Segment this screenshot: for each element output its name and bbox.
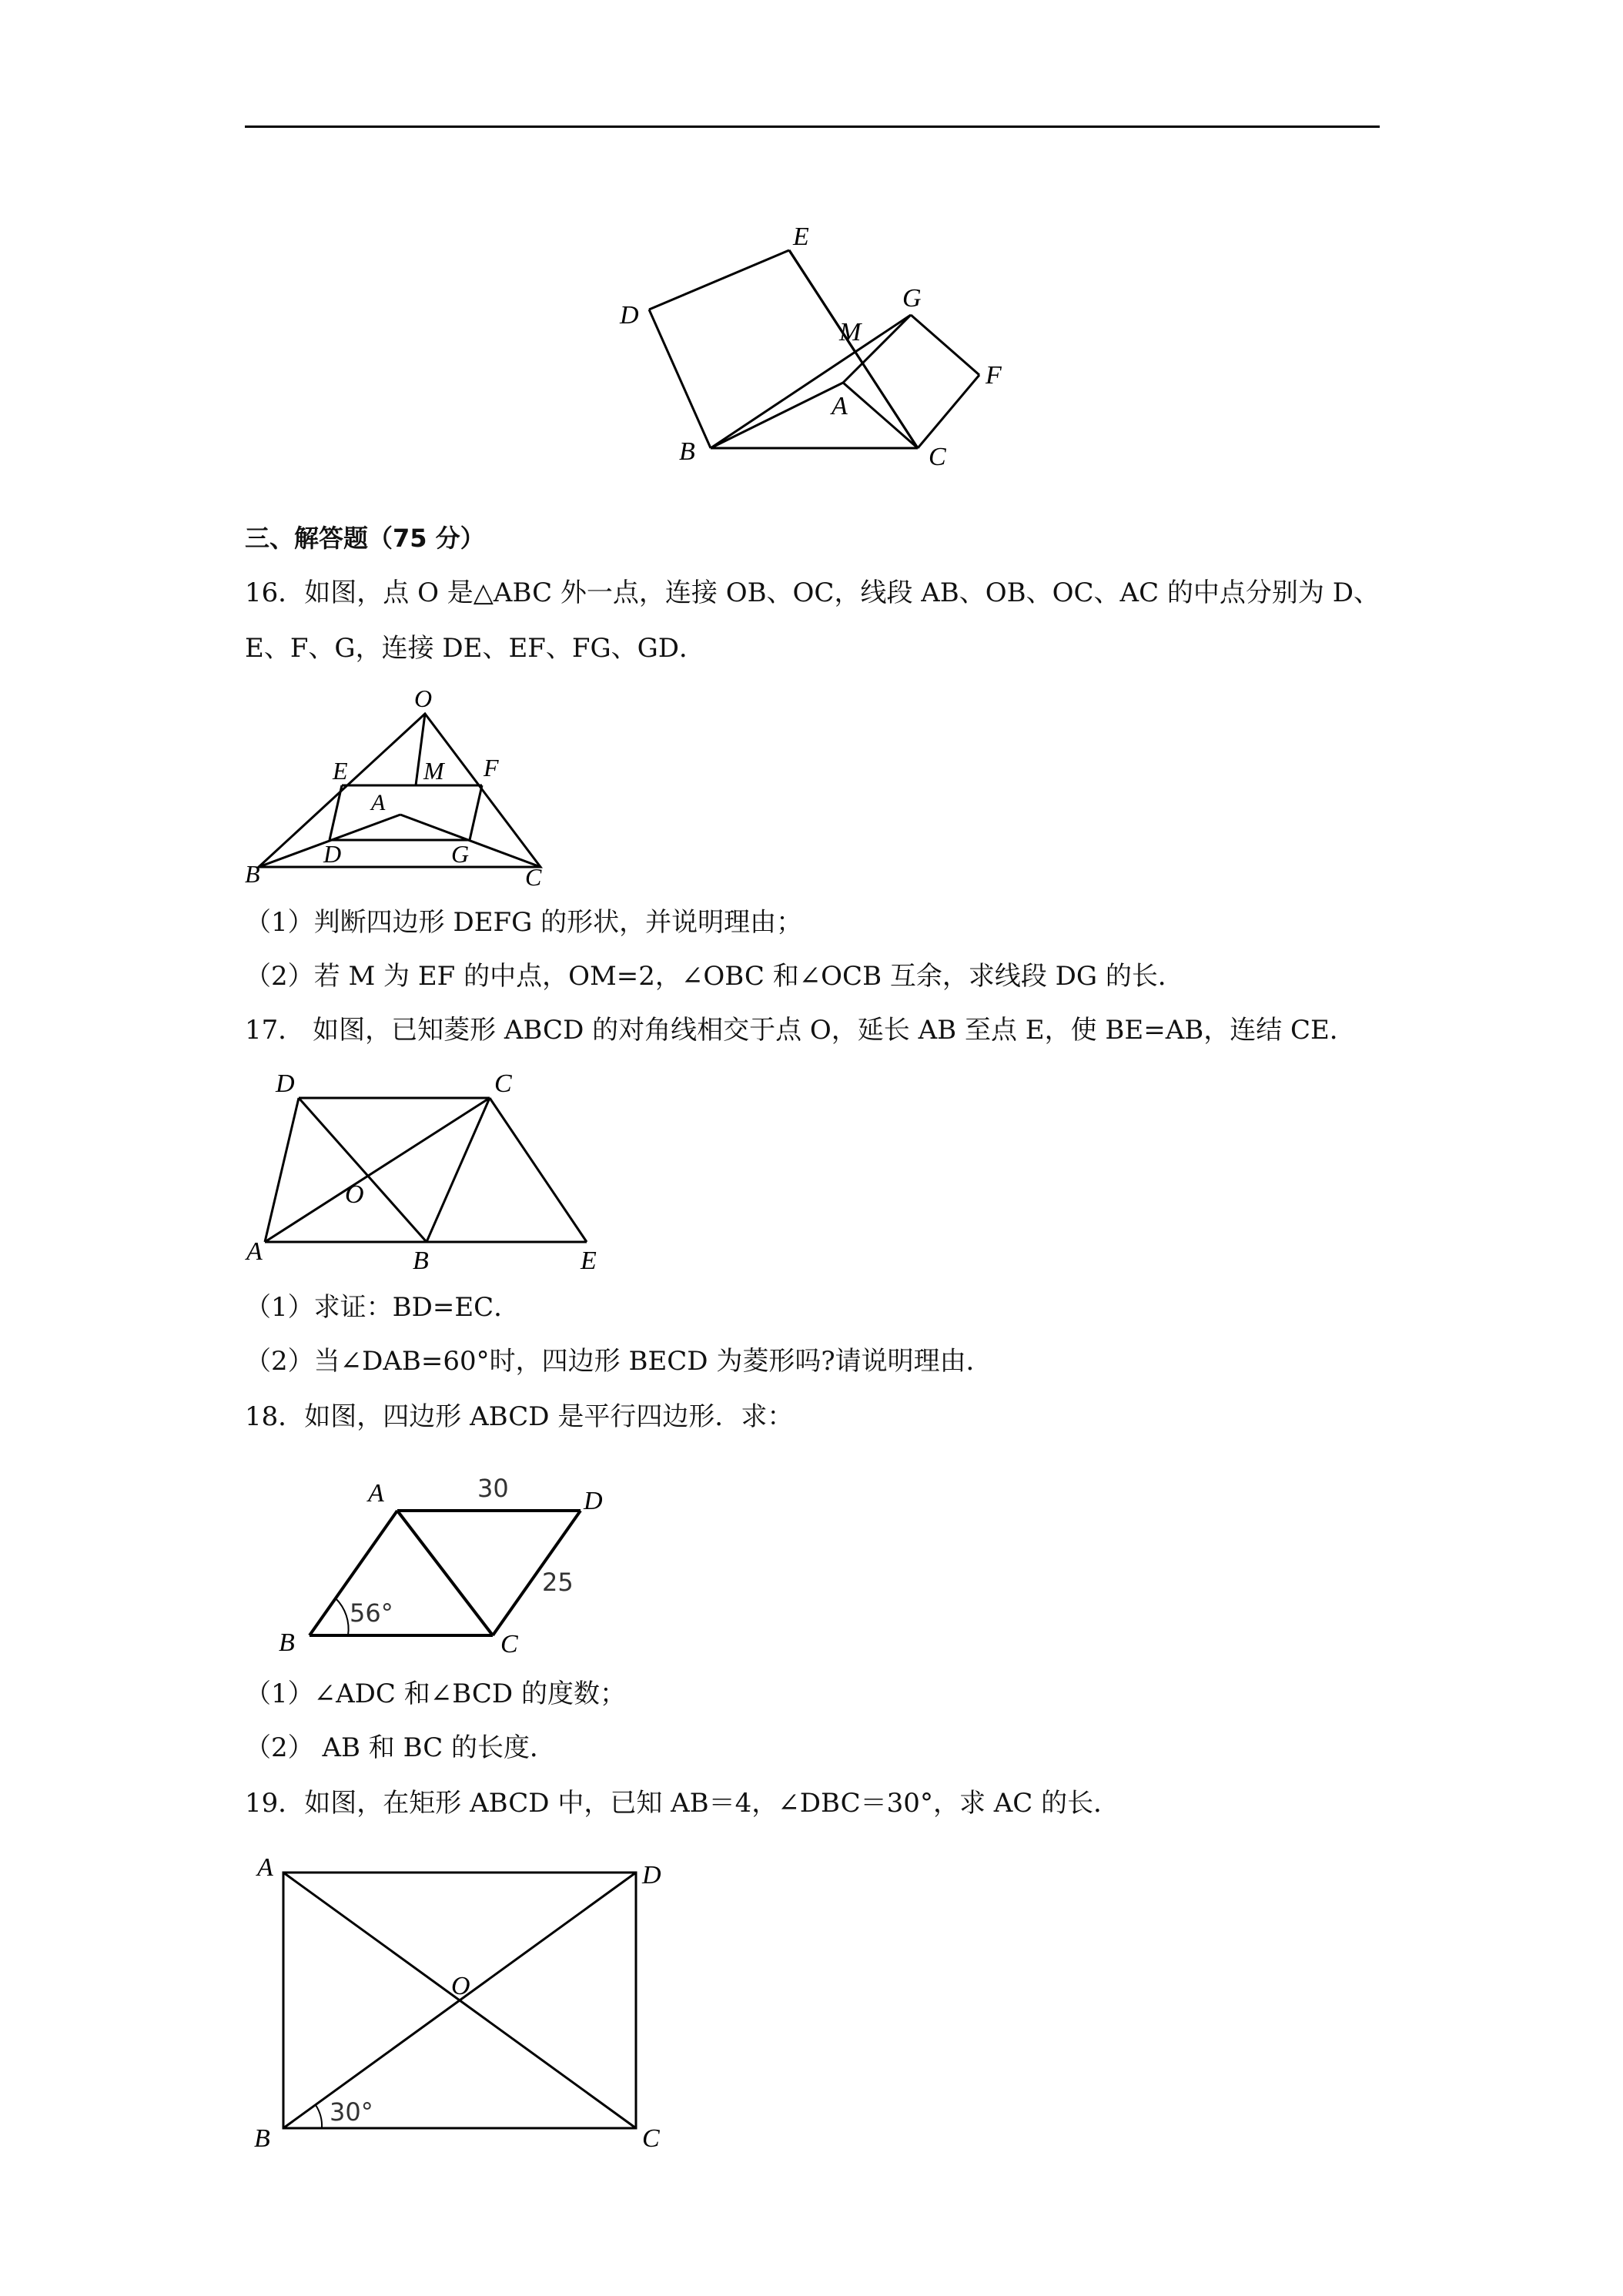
- label-F: F: [484, 754, 499, 782]
- q16-line2: E、F、G，连接 DE、EF、FG、GD．: [245, 633, 706, 664]
- figure-q16: [245, 681, 568, 889]
- section-3-title: 三、解答题（75 分）: [245, 524, 485, 553]
- label-ad-length: 30: [477, 1474, 509, 1503]
- label-D: D: [642, 1861, 661, 1889]
- segment-FG: [470, 785, 482, 840]
- label-A: A: [368, 1479, 384, 1508]
- segment-ED: [330, 785, 342, 840]
- label-cd-length: 25: [542, 1568, 574, 1597]
- figure-q15: [601, 208, 1032, 477]
- q17-sub2: （2）当∠DAB=60°时，四边形 BECD 为菱形吗?请说明理由．: [245, 1346, 992, 1377]
- label-B: B: [679, 437, 695, 466]
- angle-arc-B: [316, 2105, 322, 2128]
- angle-arc-B: [336, 1598, 349, 1635]
- label-D: D: [620, 301, 639, 330]
- segment-GF: [911, 315, 979, 375]
- label-E: E: [793, 223, 809, 251]
- label-C: C: [500, 1630, 518, 1658]
- triangle-OBC: [259, 714, 540, 867]
- q18-sub2: （2） AB 和 BC 的长度．: [245, 1732, 557, 1763]
- label-angle-30: 30°: [330, 2097, 373, 2127]
- label-B: B: [279, 1628, 295, 1657]
- segment-CB: [427, 1098, 490, 1242]
- segment-DB: [649, 310, 711, 448]
- segment-DE: [649, 250, 789, 310]
- q17-sub1: （1）求证：BD=EC．: [245, 1292, 520, 1323]
- segment-DA: [265, 1098, 299, 1242]
- label-M: M: [423, 757, 444, 785]
- q16-sub2: （2）若 M 为 EF 的中点，OM=2，∠OBC 和∠OCB 互余，求线段 DG 的长．: [245, 961, 1184, 992]
- label-E: E: [333, 757, 348, 785]
- label-D: D: [584, 1487, 603, 1515]
- segment-AC: [397, 1511, 493, 1635]
- figure-q17: [245, 1066, 614, 1274]
- label-C: C: [929, 443, 946, 471]
- segment-CE: [490, 1098, 587, 1242]
- label-B: B: [413, 1247, 429, 1274]
- label-A: A: [371, 790, 386, 815]
- label-C: C: [642, 2124, 660, 2153]
- figure-q18: [269, 1455, 624, 1671]
- segment-BA: [711, 383, 843, 448]
- label-D: D: [276, 1069, 295, 1098]
- label-O: O: [345, 1180, 364, 1209]
- label-M: M: [839, 318, 862, 346]
- label-B: B: [245, 860, 260, 888]
- label-B: B: [254, 2124, 270, 2153]
- label-C: C: [494, 1069, 512, 1098]
- label-A: A: [246, 1237, 263, 1266]
- segment-AC: [265, 1098, 490, 1242]
- q17-line1: 17． 如图，已知菱形 ABCD 的对角线相交于点 O，延长 AB 至点 E，使 BE=AB，连结 CE．: [245, 1015, 1356, 1046]
- segment-FC: [918, 375, 979, 448]
- label-E: E: [581, 1247, 597, 1274]
- q18-line1: 18．如图，四边形 ABCD 是平行四边形．求：: [245, 1401, 794, 1432]
- label-G: G: [902, 284, 922, 313]
- header-rule: [245, 126, 1380, 128]
- label-O: O: [451, 1972, 470, 2000]
- figure-q19: [245, 1840, 691, 2164]
- segment-BG: [711, 315, 911, 448]
- label-A: A: [832, 392, 848, 420]
- q16-line1: 16．如图，点 O 是△ABC 外一点，连接 OB、OC，线段 AB、OB、OC、AC 的中点分别为 D、: [245, 577, 1380, 608]
- label-G: G: [451, 840, 470, 868]
- label-C: C: [525, 863, 542, 889]
- label-angle-56: 56°: [350, 1598, 393, 1628]
- q16-sub1: （1）判断四边形 DEFG 的形状，并说明理由；: [245, 907, 803, 938]
- label-O: O: [414, 684, 433, 712]
- label-A: A: [257, 1853, 273, 1882]
- segment-DB: [299, 1098, 427, 1242]
- q19-line1: 19．如图，在矩形 ABCD 中，已知 AB＝4，∠DBC＝30°，求 AC 的长．: [245, 1788, 1120, 1819]
- q18-sub1: （1）∠ADC 和∠BCD 的度数；: [245, 1678, 626, 1709]
- label-D: D: [323, 840, 342, 868]
- label-F: F: [986, 361, 1002, 390]
